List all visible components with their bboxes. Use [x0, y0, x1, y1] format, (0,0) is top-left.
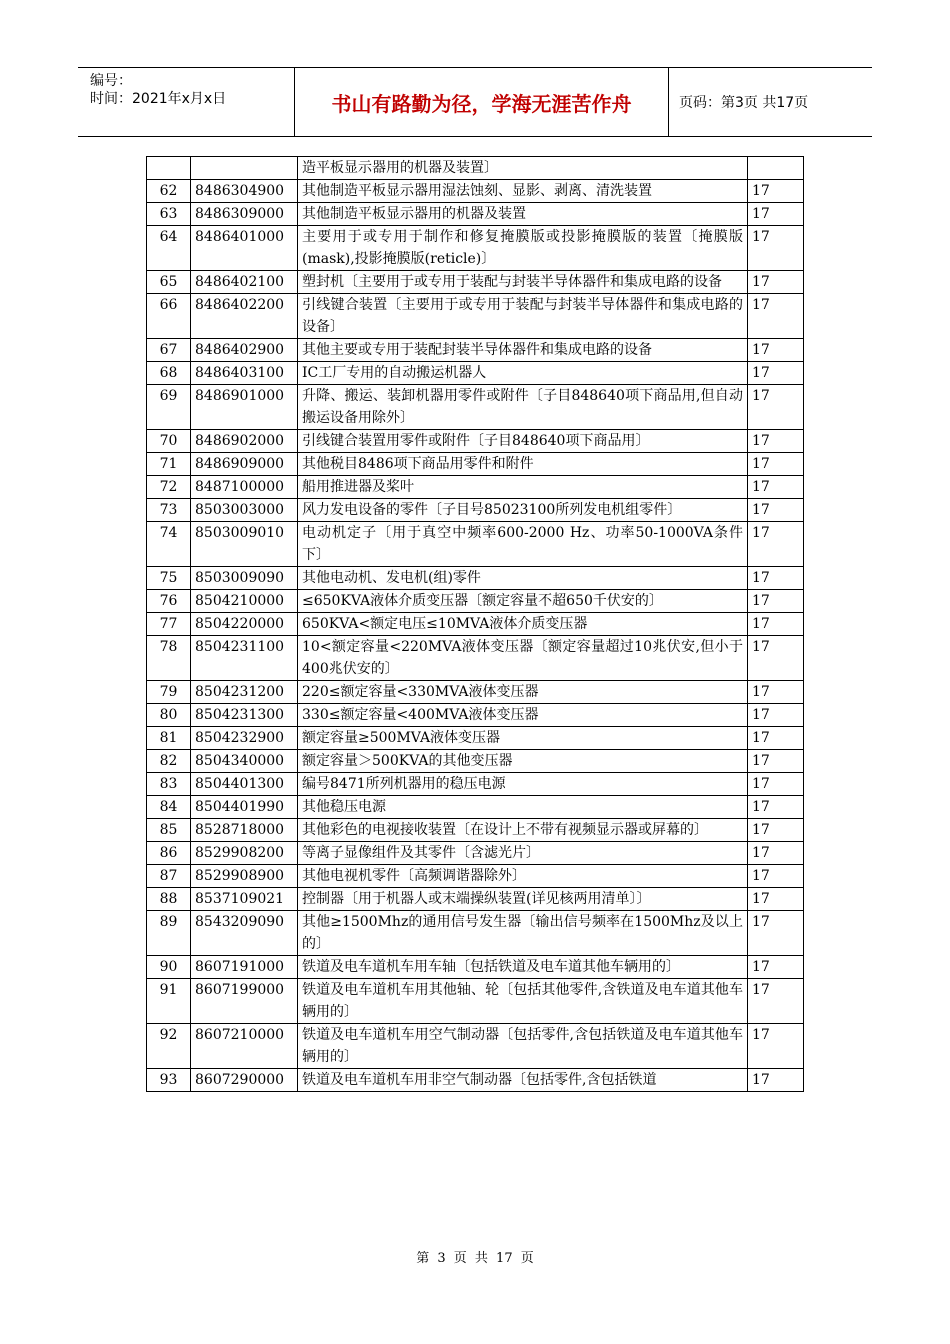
hs-code-cell: 8486901000 — [191, 385, 298, 430]
row-number-cell: 90 — [147, 956, 191, 979]
table-row — [147, 979, 804, 1024]
row-number-cell: 87 — [147, 865, 191, 888]
description-cell: 塑封机〔主要用于或专用于装配与封装半导体器件和集成电路的设备 — [298, 271, 748, 294]
row-number-cell: 67 — [147, 339, 191, 362]
rate-cell: 17 — [748, 203, 804, 226]
hs-code-cell: 8529908200 — [191, 842, 298, 865]
hs-code-cell: 8487100000 — [191, 476, 298, 499]
hs-code-cell: 8504401990 — [191, 796, 298, 819]
table-row — [147, 567, 804, 590]
table-row — [147, 773, 804, 796]
table-row — [147, 499, 804, 522]
description-cell: 其他税目8486项下商品用零件和附件 — [298, 453, 748, 476]
rate-cell: 17 — [748, 727, 804, 750]
description-cell: 升降、搬运、装卸机器用零件或附件〔子目848640项下商品用,但自动搬运设备用除外〕 — [298, 385, 748, 430]
description-cell: 造平板显示器用的机器及装置〕 — [298, 157, 748, 180]
hs-code-cell: 8504210000 — [191, 590, 298, 613]
description-cell: 等离子显像组件及其零件〔含滤光片〕 — [298, 842, 748, 865]
table-row — [147, 613, 804, 636]
description-cell: 220≤额定容量<330MVA液体变压器 — [298, 681, 748, 704]
description-cell: 其他≥1500Mhz的通用信号发生器〔输出信号频率在1500Mhz及以上的〕 — [298, 911, 748, 956]
table-row — [147, 203, 804, 226]
rate-cell: 17 — [748, 681, 804, 704]
row-number-cell: 65 — [147, 271, 191, 294]
row-number-cell: 68 — [147, 362, 191, 385]
hs-code-cell: 8504220000 — [191, 613, 298, 636]
description-cell: 额定容量＞500KVA的其他变压器 — [298, 750, 748, 773]
table-row — [147, 956, 804, 979]
table-row — [147, 911, 804, 956]
hs-code-cell: 8486402200 — [191, 294, 298, 339]
page-header — [78, 67, 872, 137]
table-row — [147, 750, 804, 773]
rate-cell: 17 — [748, 294, 804, 339]
row-number-cell: 80 — [147, 704, 191, 727]
hs-code-cell: 8504232900 — [191, 727, 298, 750]
table-row — [147, 727, 804, 750]
description-cell: 电动机定子〔用于真空中频率600-2000 Hz、功率50-1000VA条件下〕 — [298, 522, 748, 567]
hs-code-cell: 8486902000 — [191, 430, 298, 453]
table-row — [147, 294, 804, 339]
hs-code-cell: 8504340000 — [191, 750, 298, 773]
tariff-table-body — [147, 157, 804, 1092]
table-row — [147, 590, 804, 613]
rate-cell: 17 — [748, 796, 804, 819]
description-cell: 其他制造平板显示器用的机器及装置 — [298, 203, 748, 226]
description-cell: 其他制造平板显示器用湿法蚀刻、显影、剥离、清洗装置 — [298, 180, 748, 203]
tariff-table — [146, 156, 804, 1092]
table-row — [147, 180, 804, 203]
hs-code-cell: 8607199000 — [191, 979, 298, 1024]
row-number-cell: 78 — [147, 636, 191, 681]
rate-cell: 17 — [748, 476, 804, 499]
header-page-info: 页码：第3页 共17页 — [679, 95, 809, 111]
rate-cell: 17 — [748, 362, 804, 385]
table-row — [147, 157, 804, 180]
description-cell: 铁道及电车道机车用非空气制动器〔包括零件,含包括铁道 — [298, 1069, 748, 1092]
rate-cell: 17 — [748, 567, 804, 590]
rate-cell: 17 — [748, 590, 804, 613]
table-row — [147, 522, 804, 567]
description-cell: ≤650KVA液体介质变压器〔额定容量不超650千伏安的〕 — [298, 590, 748, 613]
description-cell: 其他电视机零件〔高频调谐器除外〕 — [298, 865, 748, 888]
table-row — [147, 226, 804, 271]
number-label: 编号： — [90, 73, 132, 89]
description-cell: 铁道及电车道机车用空气制动器〔包括零件,含包括铁道及电车道其他车辆用的〕 — [298, 1024, 748, 1069]
hs-code-cell: 8486402900 — [191, 339, 298, 362]
rate-cell: 17 — [748, 888, 804, 911]
page-footer: 第 3 页 共 17 页 — [416, 1251, 534, 1266]
table-row — [147, 681, 804, 704]
row-number-cell: 92 — [147, 1024, 191, 1069]
table-row — [147, 453, 804, 476]
description-cell: 其他稳压电源 — [298, 796, 748, 819]
description-cell: 铁道及电车道机车用其他轴、轮〔包括其他零件,含铁道及电车道其他车辆用的〕 — [298, 979, 748, 1024]
table-row — [147, 636, 804, 681]
description-cell: 330≤额定容量<400MVA液体变压器 — [298, 704, 748, 727]
rate-cell — [748, 157, 804, 180]
table-row — [147, 704, 804, 727]
hs-code-cell: 8503009010 — [191, 522, 298, 567]
row-number-cell: 72 — [147, 476, 191, 499]
table-row — [147, 1069, 804, 1092]
rate-cell: 17 — [748, 339, 804, 362]
hs-code-cell: 8504231200 — [191, 681, 298, 704]
table-row — [147, 842, 804, 865]
rate-cell: 17 — [748, 430, 804, 453]
description-cell: 编号8471所列机器用的稳压电源 — [298, 773, 748, 796]
hs-code-cell: 8486401000 — [191, 226, 298, 271]
rate-cell: 17 — [748, 453, 804, 476]
rate-cell: 17 — [748, 636, 804, 681]
table-row — [147, 476, 804, 499]
rate-cell: 17 — [748, 180, 804, 203]
rate-cell: 17 — [748, 271, 804, 294]
description-cell: 主要用于或专用于制作和修复掩膜版或投影掩膜版的装置〔掩膜版(mask),投影掩膜版(reticle)〕 — [298, 226, 748, 271]
row-number-cell: 82 — [147, 750, 191, 773]
row-number-cell: 77 — [147, 613, 191, 636]
row-number-cell: 85 — [147, 819, 191, 842]
rate-cell: 17 — [748, 385, 804, 430]
rate-cell: 17 — [748, 522, 804, 567]
hs-code-cell: 8607290000 — [191, 1069, 298, 1092]
rate-cell: 17 — [748, 911, 804, 956]
rate-cell: 17 — [748, 956, 804, 979]
rate-cell: 17 — [748, 1024, 804, 1069]
description-cell: 其他彩色的电视接收装置〔在设计上不带有视频显示器或屏幕的〕 — [298, 819, 748, 842]
description-cell: 风力发电设备的零件〔子目号85023100所列发电机组零件〕 — [298, 499, 748, 522]
row-number-cell: 86 — [147, 842, 191, 865]
hs-code-cell: 8504231300 — [191, 704, 298, 727]
row-number-cell: 81 — [147, 727, 191, 750]
rate-cell: 17 — [748, 750, 804, 773]
rate-cell: 17 — [748, 1069, 804, 1092]
description-cell: 其他主要或专用于装配封装半导体器件和集成电路的设备 — [298, 339, 748, 362]
rate-cell: 17 — [748, 499, 804, 522]
rate-cell: 17 — [748, 704, 804, 727]
row-number-cell: 79 — [147, 681, 191, 704]
row-number-cell: 89 — [147, 911, 191, 956]
hs-code-cell: 8486403100 — [191, 362, 298, 385]
table-row — [147, 430, 804, 453]
row-number-cell: 71 — [147, 453, 191, 476]
row-number-cell: 63 — [147, 203, 191, 226]
table-row — [147, 385, 804, 430]
hs-code-cell: 8503009090 — [191, 567, 298, 590]
row-number-cell: 93 — [147, 1069, 191, 1092]
hs-code-cell: 8503003000 — [191, 499, 298, 522]
description-cell: 其他电动机、发电机(组)零件 — [298, 567, 748, 590]
row-number-cell: 62 — [147, 180, 191, 203]
description-cell: 船用推进器及桨叶 — [298, 476, 748, 499]
table-row — [147, 1024, 804, 1069]
rate-cell: 17 — [748, 613, 804, 636]
description-cell: 控制器〔用于机器人或末端操纵装置(详见核两用清单〕〕 — [298, 888, 748, 911]
hs-code-cell: 8543209090 — [191, 911, 298, 956]
hs-code-cell: 8529908900 — [191, 865, 298, 888]
hs-code-cell: 8607210000 — [191, 1024, 298, 1069]
table-row — [147, 271, 804, 294]
row-number-cell: 70 — [147, 430, 191, 453]
rate-cell: 17 — [748, 226, 804, 271]
hs-code-cell: 8486909000 — [191, 453, 298, 476]
row-number-cell: 83 — [147, 773, 191, 796]
row-number-cell: 73 — [147, 499, 191, 522]
hs-code-cell — [191, 157, 298, 180]
row-number-cell: 74 — [147, 522, 191, 567]
hs-code-cell: 8486304900 — [191, 180, 298, 203]
description-cell: 额定容量≥500MVA液体变压器 — [298, 727, 748, 750]
description-cell: 650KVA<额定电压≤10MVA液体介质变压器 — [298, 613, 748, 636]
description-cell: 10<额定容量<220MVA液体变压器〔额定容量超过10兆伏安,但小于400兆伏安的〕 — [298, 636, 748, 681]
description-cell: 引线键合装置用零件或附件〔子目848640项下商品用〕 — [298, 430, 748, 453]
hs-code-cell: 8486309000 — [191, 203, 298, 226]
description-cell: 引线键合装置〔主要用于或专用于装配与封装半导体器件和集成电路的设备〕 — [298, 294, 748, 339]
row-number-cell: 91 — [147, 979, 191, 1024]
hs-code-cell: 8504231100 — [191, 636, 298, 681]
time-label: 时间：2021年x月x日 — [90, 91, 227, 107]
row-number-cell: 66 — [147, 294, 191, 339]
row-number-cell: 88 — [147, 888, 191, 911]
table-row — [147, 865, 804, 888]
hs-code-cell: 8528718000 — [191, 819, 298, 842]
row-number-cell: 64 — [147, 226, 191, 271]
hs-code-cell: 8537109021 — [191, 888, 298, 911]
rate-cell: 17 — [748, 819, 804, 842]
row-number-cell: 69 — [147, 385, 191, 430]
description-cell: 铁道及电车道机车用车轴〔包括铁道及电车道其他车辆用的〕 — [298, 956, 748, 979]
row-number-cell: 76 — [147, 590, 191, 613]
row-number-cell: 84 — [147, 796, 191, 819]
rate-cell: 17 — [748, 842, 804, 865]
table-row — [147, 888, 804, 911]
hs-code-cell: 8504401300 — [191, 773, 298, 796]
rate-cell: 17 — [748, 773, 804, 796]
rate-cell: 17 — [748, 865, 804, 888]
header-meta — [78, 68, 295, 136]
table-row — [147, 796, 804, 819]
hs-code-cell: 8486402100 — [191, 271, 298, 294]
hs-code-cell: 8607191000 — [191, 956, 298, 979]
table-row — [147, 362, 804, 385]
row-number-cell — [147, 157, 191, 180]
row-number-cell: 75 — [147, 567, 191, 590]
table-row — [147, 339, 804, 362]
header-motto: 书山有路勤为径，学海无涯苦作舟 — [295, 68, 669, 136]
rate-cell: 17 — [748, 979, 804, 1024]
table-row — [147, 819, 804, 842]
description-cell: IC工厂专用的自动搬运机器人 — [298, 362, 748, 385]
